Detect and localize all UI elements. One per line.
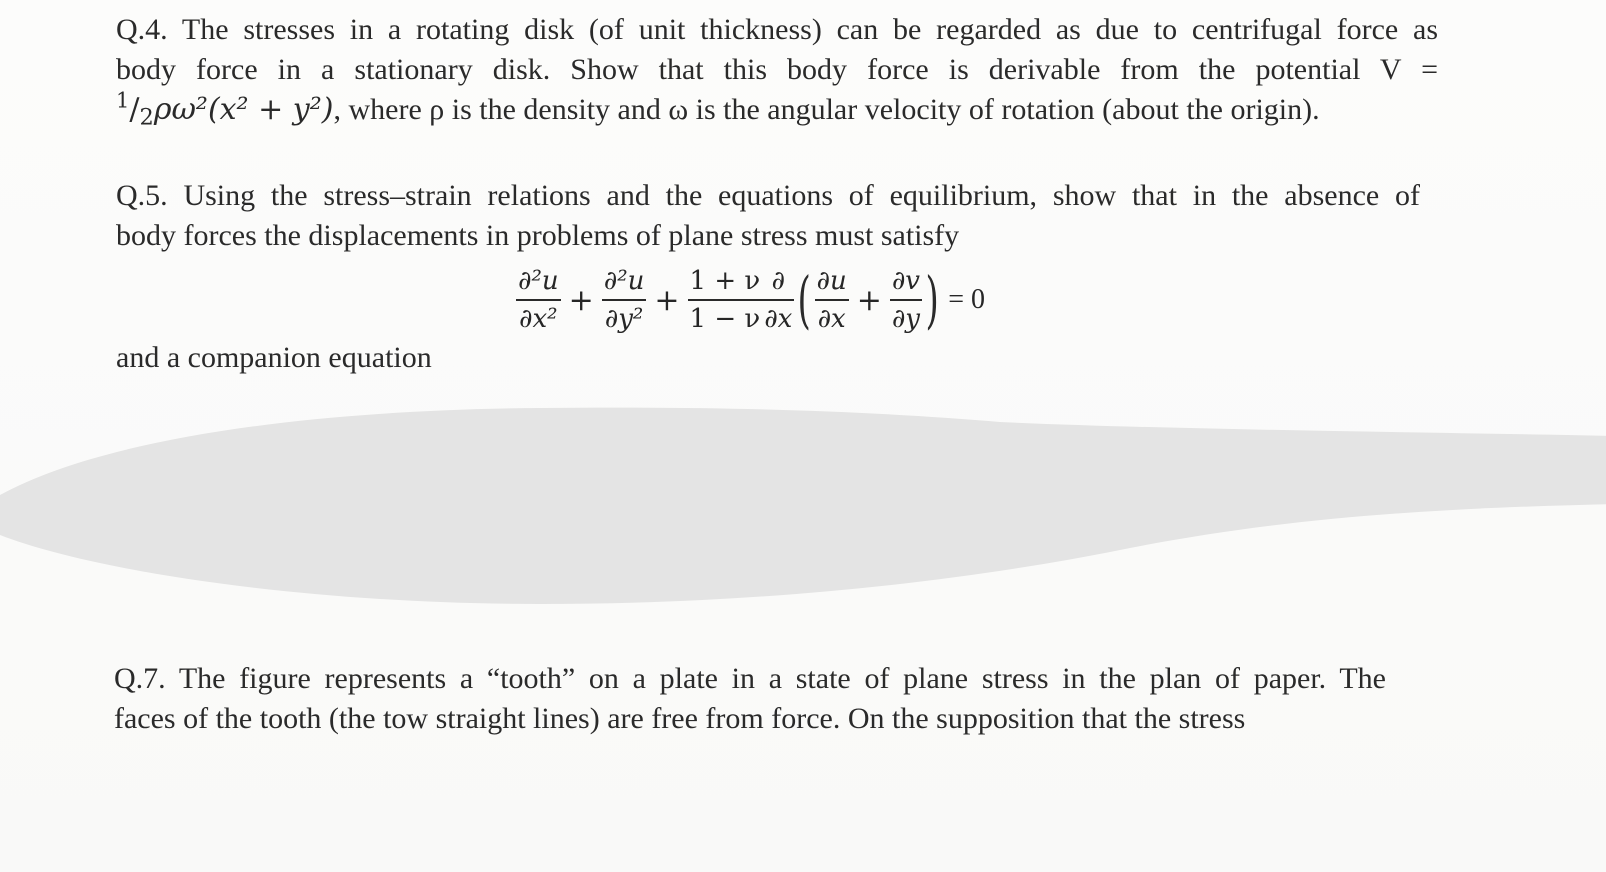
q4-line-1: Q.4. The stresses in a rotating disk (of unit thickness) can be regarded as due to centrifugal force as (116, 13, 1438, 46)
term-4-denominator: ∂x (764, 304, 793, 334)
plus-sign: + (568, 282, 594, 318)
q4-line-3 (116, 90, 1438, 130)
term-partial-x (762, 263, 794, 337)
term-5-denominator: ∂x (817, 304, 846, 334)
term-6-numerator: ∂v (891, 266, 920, 296)
term-3-numerator: 1 + ν (689, 266, 761, 296)
companion-equation-text: and a companion equation (116, 341, 432, 374)
q5-line-2: body forces the displacements in problems of plane stress must satisfy (116, 219, 960, 252)
q4-line-2: body force in a stationary disk. Show that this body force is derivable from the potential V = (116, 53, 1438, 86)
q4-potential-expression: ρω²(x² + y²) (153, 92, 334, 127)
redaction-blot (0, 400, 1606, 610)
term-1-numerator: ∂²u (518, 266, 559, 296)
plus-sign: + (654, 282, 680, 318)
term-2-numerator: ∂²u (603, 266, 645, 296)
left-parenthesis: ( (797, 263, 812, 336)
question-5 (116, 176, 1420, 256)
term-d2u-dx2 (516, 263, 561, 337)
q4-half-denominator: 2 (139, 104, 154, 131)
term-6-denominator: ∂y (891, 304, 920, 334)
term-dv-dy (890, 263, 922, 337)
q4-line-3-rest: , where ρ is the density and ω is the angular velocity of rotation (about the origin). (333, 93, 1320, 126)
term-poisson-ratio (688, 263, 763, 337)
term-3-denominator: 1 − ν (689, 304, 761, 334)
q4-half-slash: / (129, 92, 140, 127)
term-du-dx (815, 263, 849, 337)
q7-line-1: Q.7. The figure represents a “tooth” on a plate in a state of plane stress in the plan of paper. The (114, 662, 1386, 695)
term-1-denominator: ∂x² (519, 304, 558, 334)
equals-zero: = 0 (948, 284, 985, 315)
displacement-equation (512, 258, 989, 342)
question-7 (114, 659, 1386, 739)
q4-half-numerator: 1 (116, 88, 130, 113)
question-4 (116, 10, 1438, 130)
right-parenthesis: ) (925, 263, 939, 336)
q7-line-2: faces of the tooth (the tow straight lines) are free from force. On the supposition that the stress (114, 702, 1246, 735)
plus-sign: + (856, 282, 882, 318)
q5-line-1: Q.5. Using the stress–strain relations and the equations of equilibrium, show that in the absence of (116, 179, 1420, 212)
term-2-denominator: ∂y² (604, 304, 644, 334)
term-5-numerator: ∂u (816, 266, 847, 296)
term-4-numerator: ∂ (771, 266, 785, 296)
term-d2u-dy2 (602, 263, 647, 337)
